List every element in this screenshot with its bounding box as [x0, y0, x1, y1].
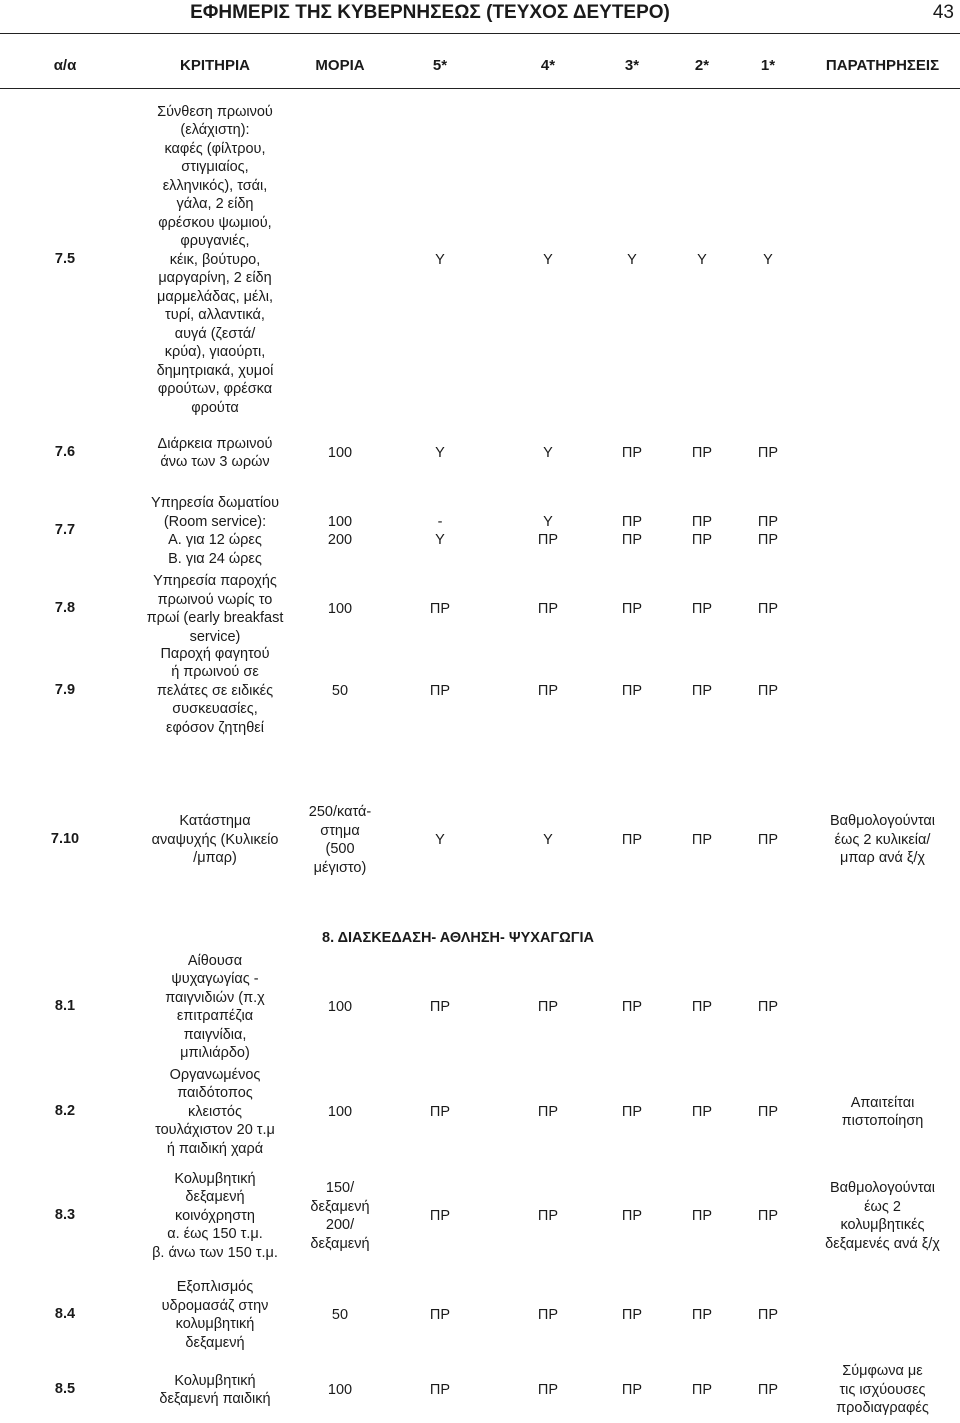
r81-s5-line: ΠΡ [429, 998, 451, 1015]
r83-criteria-line: Κολυμβητική [174, 1170, 256, 1187]
r75-s4 [518, 251, 578, 270]
r710-s2-line: ΠΡ [691, 831, 713, 848]
r82-s2-line: ΠΡ [691, 1103, 713, 1120]
r75-criteria-line: Σύνθεση πρωινού [157, 103, 273, 120]
r85-s5 [410, 1381, 470, 1400]
r85-s1-line: ΠΡ [757, 1381, 779, 1398]
r79-criteria-line: συσκευασίες, [172, 701, 258, 718]
r83-s3-line: ΠΡ [621, 1207, 643, 1224]
r76-s2 [672, 444, 732, 463]
r77-s5-line: Υ [435, 532, 445, 548]
r83-id: 8.3 [54, 1207, 76, 1223]
r710-notes-line: Βαθμολογούνται [830, 813, 935, 830]
r75-criteria [135, 103, 295, 418]
r75-criteria-line: φρυγανιές, [180, 233, 250, 250]
r78-criteria [135, 572, 295, 646]
r83-s5-line: ΠΡ [429, 1207, 451, 1224]
r79-s4 [518, 682, 578, 701]
r84-s5 [410, 1306, 470, 1325]
r75-id: 7.5 [54, 251, 76, 267]
r83-criteria-line: β. άνω των 150 τ.μ. [152, 1244, 278, 1261]
r77-s2 [672, 513, 732, 550]
r77-s3-line: ΠΡ [621, 513, 643, 530]
r77-points-line: 200 [327, 532, 353, 548]
r75-s5-line: Υ [435, 251, 445, 268]
r710-s5 [410, 831, 470, 850]
r78-s2 [672, 600, 732, 619]
r82-criteria-line: παιδότοπος [177, 1085, 253, 1102]
r85-s3 [602, 1381, 662, 1400]
r77-s3-line: ΠΡ [621, 532, 643, 548]
r710-id: 7.10 [50, 831, 80, 847]
r710-s1 [738, 831, 798, 850]
r75-criteria-line: φρούτων, φρέσκα [157, 381, 273, 398]
r710-criteria-line: Κατάστημα [179, 813, 251, 830]
r710-criteria-line: /μπαρ) [193, 850, 237, 867]
r84-points-line: 50 [331, 1306, 349, 1323]
r84-criteria-line: κολυμβητική [175, 1316, 255, 1332]
r79-s2-line: ΠΡ [691, 682, 713, 699]
r83-s4-line: ΠΡ [537, 1207, 559, 1224]
r76-id: 7.6 [54, 444, 76, 460]
r77-points-line: 100 [327, 513, 353, 530]
column-header-rule [0, 88, 960, 89]
r77-s4-line: Υ [543, 513, 553, 530]
r85-points-line: 100 [327, 1381, 353, 1398]
r75-criteria-line: κέικ, βούτυρο, [169, 251, 261, 268]
r81-criteria-line: ψυχαγωγίας - [171, 971, 259, 987]
r85-s5-line: ΠΡ [429, 1381, 451, 1398]
r83-notes-line: κολυμβητικές [840, 1217, 925, 1233]
r84-s4-line: ΠΡ [537, 1306, 559, 1323]
r84-s3 [602, 1306, 662, 1325]
r84-s5-line: ΠΡ [429, 1306, 451, 1323]
r85-s3-line: ΠΡ [621, 1381, 643, 1398]
r77-points [300, 513, 380, 550]
r81-s1 [738, 998, 798, 1017]
r83-s2 [672, 1207, 732, 1226]
r710-s2 [672, 831, 732, 850]
r85-s4 [518, 1381, 578, 1400]
r79-s5 [410, 682, 470, 701]
r78-s5 [410, 600, 470, 619]
r83-notes [805, 1179, 960, 1253]
col-5-star: 5* [432, 57, 448, 74]
r78-s3-line: ΠΡ [621, 600, 643, 617]
r83-points [300, 1179, 380, 1253]
r77-criteria-line: Α. για 12 ώρες [168, 532, 262, 548]
r85-criteria [135, 1372, 295, 1409]
r82-s4 [518, 1103, 578, 1122]
r77-id: 7.7 [54, 522, 76, 538]
r710-points-line: μέγιστο) [313, 859, 367, 876]
r85-s2 [672, 1381, 732, 1400]
r81-criteria-line: παιγνίδια, [183, 1026, 247, 1043]
r79-criteria-line: Παροχή φαγητού [160, 645, 270, 662]
r82-points [300, 1103, 380, 1122]
r82-s5-line: ΠΡ [429, 1103, 451, 1120]
r85-notes [805, 1362, 960, 1418]
r76-points [300, 444, 380, 463]
r81-id: 8.1 [54, 998, 76, 1014]
page-header [0, 0, 960, 30]
r85-notes-line: Σύμφωνα με [842, 1363, 923, 1380]
r81-points-line: 100 [327, 998, 353, 1015]
r79-criteria [135, 645, 295, 738]
r84-s2 [672, 1306, 732, 1325]
gazette-title: ΕΦΗΜΕΡΙΣ ΤΗΣ ΚΥΒΕΡΝΗΣΕΩΣ (ΤΕΥΧΟΣ ΔΕΥΤΕΡΟ) [190, 2, 670, 23]
r78-criteria-line: πρωί (early breakfast [146, 610, 284, 626]
r81-criteria-line: μπιλιάρδο) [180, 1045, 250, 1061]
r710-points-line: 250/κατά- [308, 804, 372, 820]
r83-notes-line: έως 2 [864, 1198, 901, 1215]
r710-notes [805, 812, 960, 868]
r75-criteria-line: καφές (φίλτρου, [164, 140, 266, 157]
r710-s3-line: ΠΡ [621, 831, 643, 848]
r84-criteria [135, 1278, 295, 1352]
r77-s2-line: ΠΡ [691, 532, 713, 548]
r77-criteria-line: Β. για 24 ώρες [168, 550, 262, 567]
r78-s2-line: ΠΡ [691, 600, 713, 617]
r76-s5-line: Υ [435, 444, 445, 461]
r81-s2-line: ΠΡ [691, 998, 713, 1015]
r82-s1 [738, 1103, 798, 1122]
r82-notes-line: πιστοποίηση [841, 1113, 924, 1129]
r81-criteria-line: παιγνιδιών (π.χ [165, 989, 265, 1006]
r85-points [300, 1381, 380, 1400]
r75-s3 [602, 251, 662, 270]
r77-criteria [135, 494, 295, 568]
r75-s2-line: Υ [697, 251, 707, 268]
r78-criteria-line: πρωινού νωρίς το [157, 591, 273, 608]
r82-criteria-line: Οργανωμένος [169, 1066, 261, 1083]
r83-s5 [410, 1207, 470, 1226]
r75-s1-line: Υ [763, 251, 773, 268]
r75-criteria-line: μαρμελάδας, μέλι, [156, 288, 274, 305]
r85-criteria-line: δεξαμενή παιδική [159, 1391, 271, 1407]
r75-s3-line: Υ [627, 251, 637, 268]
r79-points [300, 682, 380, 701]
r75-criteria-line: γάλα, 2 είδη [176, 196, 254, 213]
r75-s5 [410, 251, 470, 270]
r81-criteria-line: επιτραπέζια [176, 1008, 254, 1024]
r78-id: 7.8 [54, 600, 76, 616]
r79-s4-line: ΠΡ [537, 682, 559, 699]
r82-s3 [602, 1103, 662, 1122]
r710-s5-line: Υ [435, 831, 445, 848]
r84-criteria-line: δεξαμενή [185, 1334, 245, 1351]
r85-notes-line: τις ισχύουσες [839, 1381, 926, 1398]
r83-s1-line: ΠΡ [757, 1207, 779, 1224]
r710-s4 [518, 831, 578, 850]
col-3-star: 3* [624, 57, 640, 74]
r79-s1 [738, 682, 798, 701]
r78-criteria-line: service) [189, 628, 241, 645]
col-points: ΜΟΡΙΑ [315, 57, 365, 74]
r75-criteria-line: στιγμιαίος, [181, 159, 249, 176]
section-8-heading: 8. ΔΙΑΣΚΕΔΑΣΗ- ΑΘΛΗΣΗ- ΨΥΧΑΓΩΓΙΑ [322, 930, 594, 946]
column-headers [0, 57, 960, 81]
r710-s3 [602, 831, 662, 850]
r76-s5 [410, 444, 470, 463]
r83-s2-line: ΠΡ [691, 1207, 713, 1224]
r76-s1 [738, 444, 798, 463]
r79-criteria-line: ή πρωινού σε [171, 664, 259, 681]
r82-points-line: 100 [327, 1103, 353, 1120]
r75-criteria-line: αυγά (ζεστά/ [174, 325, 256, 342]
r77-s2-line: ΠΡ [691, 513, 713, 530]
r75-criteria-line: τυρί, αλλαντικά, [165, 307, 265, 324]
r79-points-line: 50 [331, 682, 349, 699]
r82-criteria-line: ή παιδική χαρά [166, 1140, 264, 1157]
r83-s3 [602, 1207, 662, 1226]
r84-criteria-line: υδρομασάζ στην [161, 1297, 269, 1314]
r83-s4 [518, 1207, 578, 1226]
r77-s4-line: ΠΡ [537, 532, 559, 548]
r83-points-line: 150/ [325, 1180, 355, 1196]
r79-s5-line: ΠΡ [429, 682, 451, 699]
r81-s5 [410, 998, 470, 1017]
r77-s1-line: ΠΡ [757, 513, 779, 530]
r75-criteria-line: δημητριακά, χυμοί [156, 362, 274, 379]
r76-criteria-line: Διάρκεια πρωινού [157, 435, 273, 452]
r75-criteria-line: κρύα), γιαούρτι, [164, 344, 266, 361]
r710-points-line: στημα [320, 822, 360, 839]
r77-s1-line: ΠΡ [757, 532, 779, 548]
r79-criteria-line: εφόσον ζητηθεί [166, 719, 264, 736]
page-number: 43 [932, 2, 954, 23]
r78-s3 [602, 600, 662, 619]
r84-s2-line: ΠΡ [691, 1306, 713, 1323]
r76-s4 [518, 444, 578, 463]
r81-s4 [518, 998, 578, 1017]
col-1-star: 1* [760, 57, 776, 74]
r710-notes-line: έως 2 κυλικεία/ [834, 831, 931, 848]
r76-s2-line: ΠΡ [691, 444, 713, 461]
r82-s2 [672, 1103, 732, 1122]
r82-s4-line: ΠΡ [537, 1103, 559, 1120]
r76-s3 [602, 444, 662, 463]
r710-notes-line: μπαρ ανά ξ/χ [840, 850, 925, 867]
r82-s3-line: ΠΡ [621, 1103, 643, 1120]
r85-id: 8.5 [54, 1381, 76, 1397]
col-aa: α/α [53, 57, 77, 74]
r83-points-line: 200/ [325, 1217, 355, 1233]
r85-s4-line: ΠΡ [537, 1381, 559, 1398]
r76-s3-line: ΠΡ [621, 444, 643, 461]
r83-criteria-line: δεξαμενή [185, 1189, 245, 1206]
r84-s4 [518, 1306, 578, 1325]
r82-s1-line: ΠΡ [757, 1103, 779, 1120]
r81-s1-line: ΠΡ [757, 998, 779, 1015]
r79-id: 7.9 [54, 682, 76, 698]
r710-points-line: (500 [325, 841, 355, 857]
header-rule [0, 33, 960, 34]
r81-s3-line: ΠΡ [621, 998, 643, 1015]
r75-s4-line: Υ [543, 251, 553, 268]
r84-points [300, 1306, 380, 1325]
col-2-star: 2* [694, 57, 710, 74]
r82-criteria [135, 1066, 295, 1159]
r77-s3 [602, 513, 662, 550]
col-notes: ΠΑΡΑΤΗΡΗΣΕΙΣ [825, 57, 940, 74]
r79-s2 [672, 682, 732, 701]
r77-criteria-line: (Room service): [163, 513, 267, 530]
r710-s4-line: Υ [543, 831, 553, 848]
r710-criteria-line: αναψυχής (Κυλικείο [151, 831, 279, 848]
r84-id: 8.4 [54, 1306, 76, 1322]
r77-s5-line: - [437, 513, 443, 530]
col-criteria: ΚΡΙΤΗΡΙΑ [179, 57, 250, 74]
r82-criteria-line: κλειστός [188, 1103, 242, 1120]
r78-s1-line: ΠΡ [757, 600, 779, 617]
r82-criteria-line: τουλάχιστον 20 τ.μ [155, 1122, 275, 1139]
r83-criteria-line: α. έως 150 τ.μ. [167, 1226, 263, 1243]
r76-criteria-line: άνω των 3 ωρών [160, 454, 270, 470]
r76-s1-line: ΠΡ [757, 444, 779, 461]
r78-criteria-line: Υπηρεσία παροχής [153, 573, 277, 589]
r75-criteria-line: (ελάχιστη): [180, 122, 250, 139]
r76-criteria [135, 435, 295, 472]
r78-s4-line: ΠΡ [537, 600, 559, 617]
r83-notes-line: Βαθμολογούνται [830, 1180, 935, 1196]
r82-notes-line: Απαιτείται [850, 1094, 915, 1111]
r79-s3-line: ΠΡ [621, 682, 643, 699]
r75-s1 [738, 251, 798, 270]
r81-criteria-line: Αίθουσα [187, 952, 243, 969]
r77-s5 [410, 513, 470, 550]
r75-criteria-line: φρούτα [191, 399, 239, 416]
r84-s1 [738, 1306, 798, 1325]
r84-s1-line: ΠΡ [757, 1306, 779, 1323]
r78-points-line: 100 [327, 600, 353, 617]
r77-s1 [738, 513, 798, 550]
r75-criteria-line: ελληνικός), τσάι, [162, 177, 268, 194]
r79-s1-line: ΠΡ [757, 682, 779, 699]
r83-criteria-line: κοινόχρηστη [175, 1207, 255, 1224]
r75-criteria-line: φρέσκου ψωμιού, [158, 214, 272, 231]
r79-criteria-line: πελάτες σε ειδικές [156, 682, 274, 699]
r83-criteria [135, 1170, 295, 1263]
r75-criteria-line: μαργαρίνη, 2 είδη [158, 270, 272, 287]
r79-s3 [602, 682, 662, 701]
r82-s5 [410, 1103, 470, 1122]
r77-criteria-line: Υπηρεσία δωματίου [150, 495, 280, 511]
r78-points [300, 600, 380, 619]
r85-s1 [738, 1381, 798, 1400]
r81-s4-line: ΠΡ [537, 998, 559, 1015]
r85-criteria-line: Κολυμβητική [174, 1372, 256, 1389]
r78-s5-line: ΠΡ [429, 600, 451, 617]
r75-s2 [672, 251, 732, 270]
col-4-star: 4* [540, 57, 556, 74]
r84-criteria-line: Εξοπλισμός [176, 1279, 254, 1295]
r77-s4 [518, 513, 578, 550]
r83-notes-line: δεξαμενές ανά ξ/χ [825, 1235, 940, 1252]
r76-s4-line: Υ [543, 444, 553, 461]
r83-points-line: δεξαμενή [310, 1198, 370, 1215]
r81-points [300, 998, 380, 1017]
r84-s3-line: ΠΡ [621, 1306, 643, 1323]
r81-s3 [602, 998, 662, 1017]
r82-notes [805, 1094, 960, 1131]
r78-s1 [738, 600, 798, 619]
r81-s2 [672, 998, 732, 1017]
r83-points-line: δεξαμενή [310, 1235, 370, 1252]
r76-points-line: 100 [327, 444, 353, 461]
r83-s1 [738, 1207, 798, 1226]
r82-id: 8.2 [54, 1103, 76, 1119]
r710-criteria [135, 812, 295, 868]
r85-notes-line: προδιαγραφές [836, 1400, 929, 1417]
r81-criteria [135, 952, 295, 1063]
r78-s4 [518, 600, 578, 619]
r710-s1-line: ΠΡ [757, 831, 779, 848]
r85-s2-line: ΠΡ [691, 1381, 713, 1398]
r710-points [300, 803, 380, 877]
